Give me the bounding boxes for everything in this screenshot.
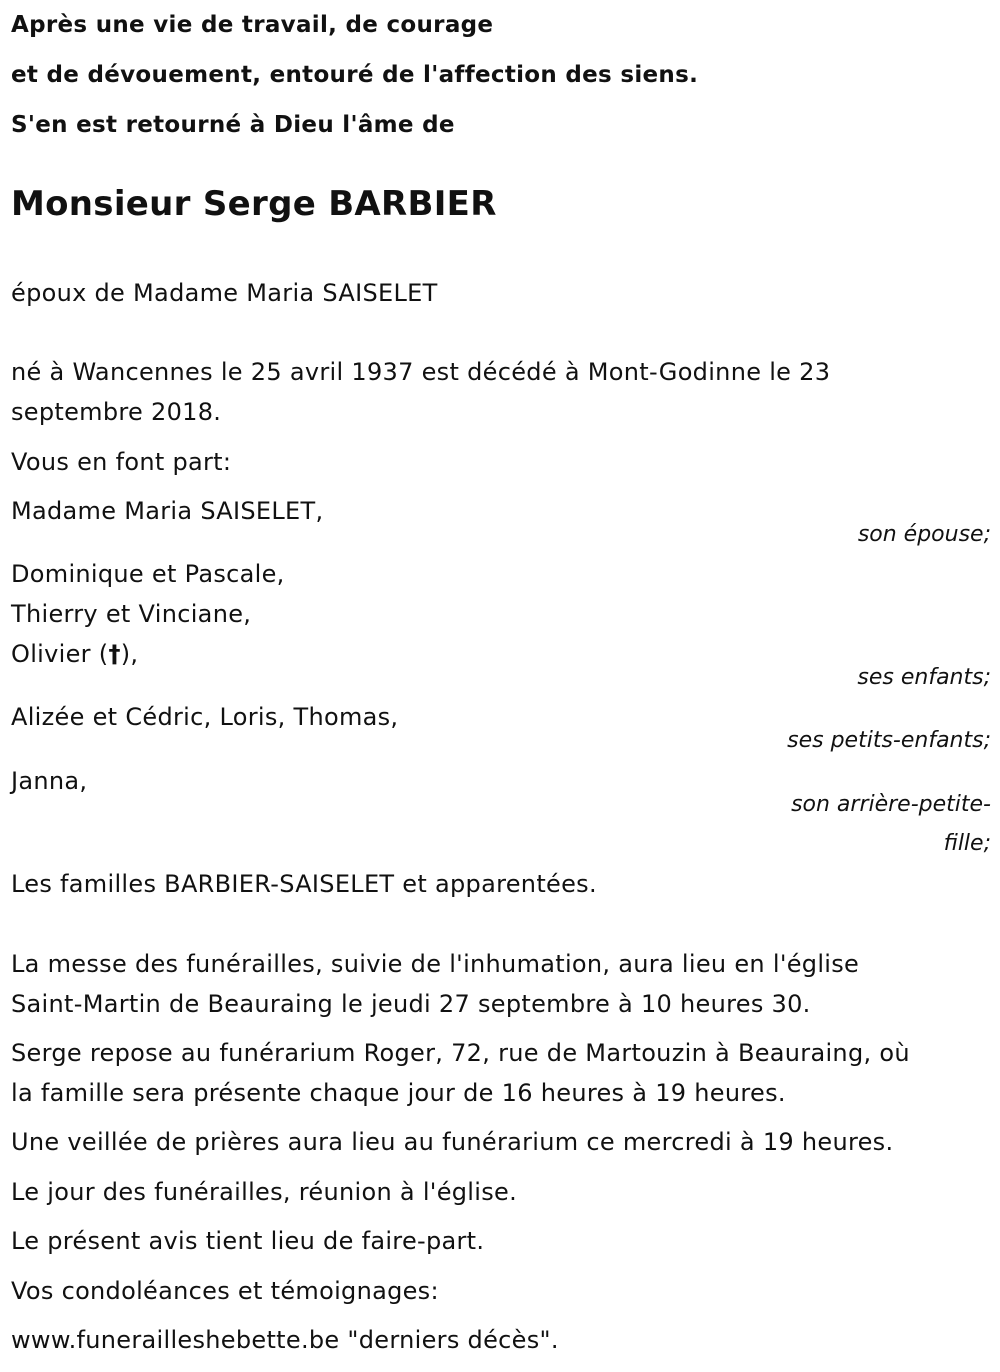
great-grandchild: Janna, xyxy=(11,767,88,795)
children-role: ses enfants; xyxy=(857,665,991,690)
deceased-name: Monsieur Serge BARBIER xyxy=(11,184,497,224)
condolences-line: Vos condoléances et témoignages: xyxy=(11,1277,439,1305)
grandchildren: Alizée et Cédric, Loris, Thomas, xyxy=(11,703,399,731)
spouse-role: son épouse; xyxy=(857,522,991,547)
intro-line-1: Après une vie de travail, de courage xyxy=(11,12,494,38)
vigil-line: Une veillée de prières aura lieu au funérarium ce mercredi à 19 heures. xyxy=(11,1128,894,1156)
great-grandchild-role-2: fille; xyxy=(943,831,991,856)
obituary-notice xyxy=(11,0,991,1372)
child-3-end: ), xyxy=(120,640,139,668)
spouse-line: époux de Madame Maria SAISELET xyxy=(11,279,438,307)
rest-line-2: la famille sera présente chaque jour de 16 heures à 19 heures. xyxy=(11,1079,786,1107)
notice-line: Le présent avis tient lieu de faire-part. xyxy=(11,1227,485,1255)
great-grandchild-role-1: son arrière-petite- xyxy=(791,792,991,817)
child-3-name: Olivier ( xyxy=(11,640,109,668)
website-link[interactable]: www.funerailleshebette.be "derniers décès". xyxy=(11,1326,559,1354)
cross-symbol: † xyxy=(108,640,121,668)
birth-death-line-2: septembre 2018. xyxy=(11,398,222,426)
spouse-name: Madame Maria SAISELET, xyxy=(11,497,324,525)
rest-line-1: Serge repose au funérarium Roger, 72, rue de Martouzin à Beauraing, où xyxy=(11,1039,910,1067)
mass-line-1: La messe des funérailles, suivie de l'inhumation, aura lieu en l'église xyxy=(11,950,860,978)
child-3 xyxy=(11,639,138,669)
meeting-line: Le jour des funérailles, réunion à l'église. xyxy=(11,1178,518,1206)
announcers-intro: Vous en font part: xyxy=(11,448,232,476)
intro-line-3: S'en est retourné à Dieu l'âme de xyxy=(11,112,455,138)
intro-line-2: et de dévouement, entouré de l'affection des siens. xyxy=(11,62,699,88)
mass-line-2: Saint-Martin de Beauraing le jeudi 27 septembre à 10 heures 30. xyxy=(11,990,811,1018)
birth-death-line-1: né à Wancennes le 25 avril 1937 est décédé à Mont-Godinne le 23 xyxy=(11,358,831,386)
child-2: Thierry et Vinciane, xyxy=(11,600,252,628)
grandchildren-role: ses petits-enfants; xyxy=(787,728,991,753)
child-1: Dominique et Pascale, xyxy=(11,560,285,588)
families-line: Les familles BARBIER-SAISELET et apparentées. xyxy=(11,870,597,898)
